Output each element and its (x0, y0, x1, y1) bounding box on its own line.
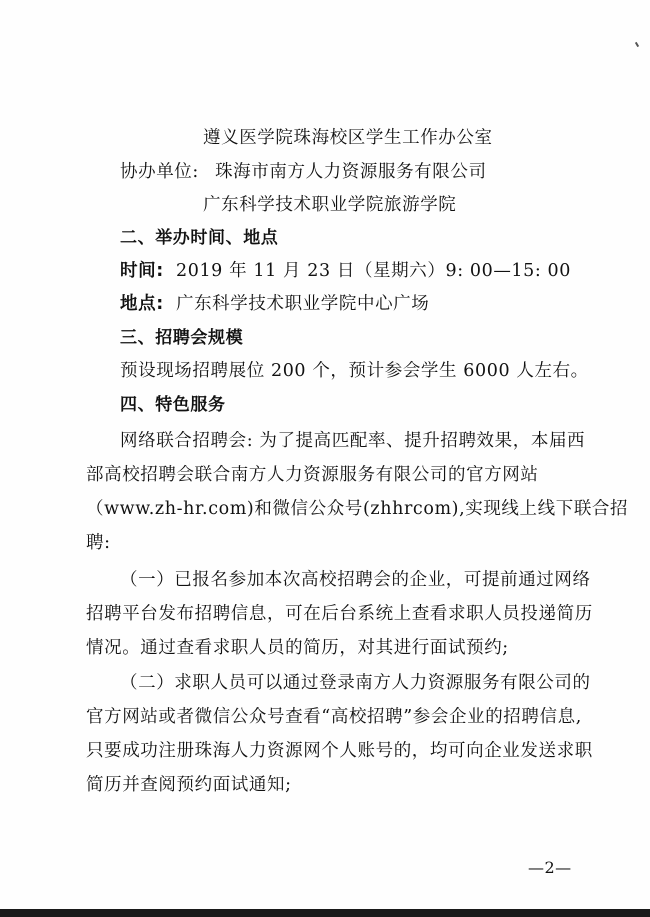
place-label: 地点: (120, 294, 164, 314)
section-heading-2: 二、举办时间、地点 (120, 228, 279, 248)
paragraph-line: 部高校招聘会联合南方人力资源服务有限公司的官方网站 (86, 465, 539, 485)
co-organizer-1: 珠海市南方人力资源服务有限公司 (215, 162, 487, 182)
time-row (120, 260, 571, 282)
section-heading-4: 四、特色服务 (120, 395, 226, 415)
scan-speck (635, 42, 639, 47)
section-heading-3: 三、招聘会规模 (120, 328, 244, 348)
paragraph-line: 情况。通过查看求职人员的简历，对其进行面试预约; (86, 638, 509, 658)
scale-text: 预设现场招聘展位 200 个，预计参会学生 6000 人左右。 (120, 361, 589, 381)
place-row (120, 293, 429, 315)
co-organizer-row (120, 161, 487, 183)
paragraph-line: （一）已报名参加本次高校招聘会的企业，可提前通过网络 (120, 570, 591, 590)
paragraph-line: 官方网站或者微信公众号查看“高校招聘”参会企业的招聘信息, (86, 707, 582, 727)
organizer-line: 遵义医学院珠海校区学生工作办公室 (203, 128, 493, 148)
page-number: —2— (528, 858, 572, 877)
time-label: 时间: (120, 261, 164, 281)
paragraph-line: 聘: (86, 533, 111, 553)
place-value: 广东科学技术职业学院中心广场 (175, 294, 430, 314)
paragraph-line: 只要成功注册珠海人力资源网个人账号的，均可向企业发送求职 (86, 741, 593, 761)
paragraph-line: 招聘平台发布招聘信息，可在后台系统上查看求职人员投递简历 (86, 604, 593, 624)
paragraph-line: （www.zh-hr.com)和微信公众号(zhhrcom),实现线上线下联合招 (86, 499, 629, 519)
co-organizer-2: 广东科学技术职业学院旅游学院 (203, 195, 457, 215)
paragraph-line: 简历并查阅预约面试通知; (86, 775, 292, 795)
scan-bottom-edge (0, 909, 650, 917)
time-value: 2019 年 11 月 23 日（星期六）9: 00—15: 00 (175, 261, 572, 281)
co-organizer-label: 协办单位: (120, 162, 199, 182)
paragraph-line: （二）求职人员可以通过登录南方人力资源服务有限公司的 (120, 673, 591, 693)
paragraph-line: 网络联合招聘会: 为了提高匹配率、提升招聘效果，本届西 (120, 431, 586, 451)
